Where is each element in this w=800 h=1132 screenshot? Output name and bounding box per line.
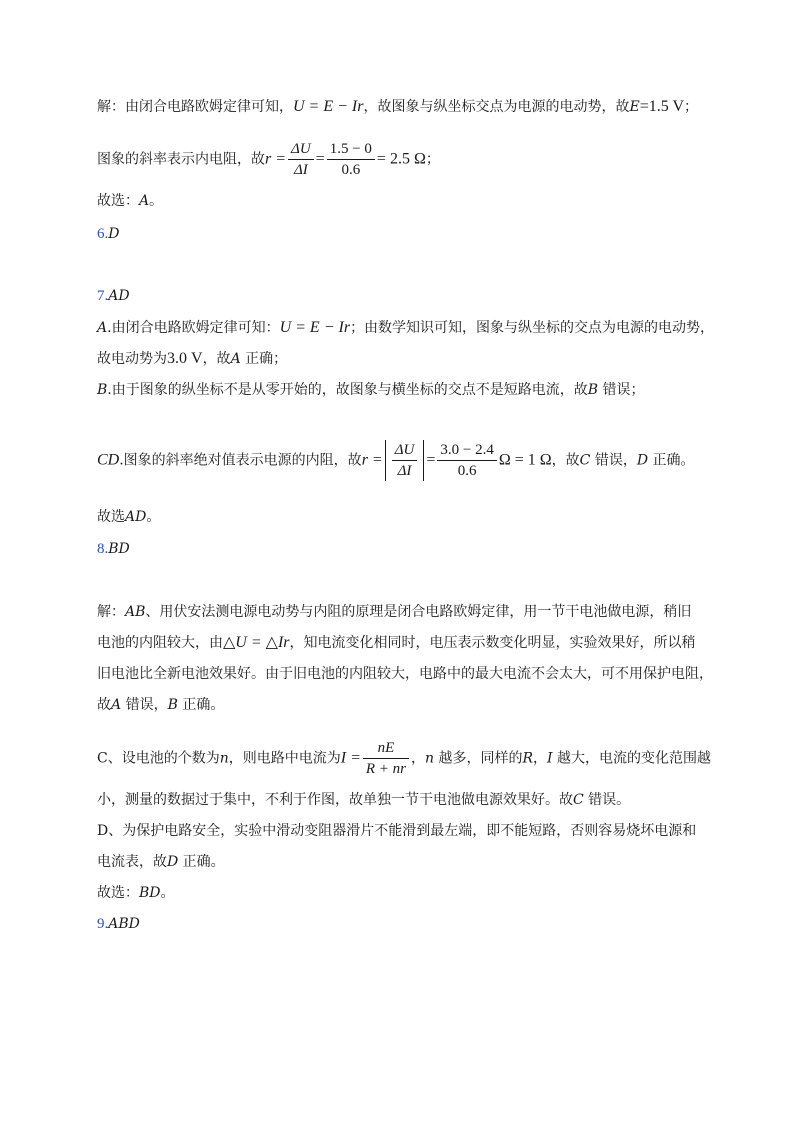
text: .由闭合电路欧姆定律可知： xyxy=(107,320,280,336)
question-number: 9. xyxy=(97,916,109,932)
text: 正确； xyxy=(240,351,288,367)
text: 越大，电流的变化范围越 xyxy=(552,750,712,767)
text: 故 xyxy=(97,697,111,713)
q8-c-line-2 xyxy=(97,791,630,809)
text: ，知电流变化相同时，电压表示数变化明显，实验效果好，所以稍 xyxy=(289,635,696,651)
text: 图象的斜率表示内电阻，故 xyxy=(97,151,265,168)
option-label: B xyxy=(167,697,178,713)
value: = 2.5 Ω xyxy=(376,150,426,168)
text: ； xyxy=(684,99,699,115)
value: =1.5 V xyxy=(639,98,685,115)
variable: E xyxy=(629,99,640,115)
variable: n xyxy=(219,750,229,767)
answer: BD xyxy=(108,541,130,557)
q9-heading xyxy=(97,915,140,933)
q8-para-1 xyxy=(97,603,691,621)
text: 电池的内阻较大，由 xyxy=(97,635,223,651)
q6-heading xyxy=(97,225,119,243)
text: 错误， xyxy=(590,452,637,469)
text: 正确。 xyxy=(177,697,225,713)
option-label: D xyxy=(636,452,649,469)
q8-para-2 xyxy=(97,634,696,652)
q8-para-3 xyxy=(97,665,713,683)
q5-line-2: 图象的斜率表示内电阻，故r = $\frac{\Delta U}{\Delta I}$ = $\frac{1.5 - 0}{0.6}$ = 2.5 Ω； xyxy=(97,141,440,178)
option-label: A xyxy=(111,697,122,713)
question-number: 8. xyxy=(97,541,109,557)
option-label: C xyxy=(573,792,584,808)
q8-para-4 xyxy=(97,696,224,714)
q8-heading xyxy=(97,540,130,558)
fraction: $\frac{\Delta U}{\Delta I}$ xyxy=(392,440,418,481)
answer: BD xyxy=(139,885,161,901)
text: 错误。 xyxy=(583,792,631,808)
text: 越多，同样的 xyxy=(434,750,523,767)
text: 。 xyxy=(149,193,164,209)
q7-cd-line: CD.图象的斜率绝对值表示电源的内阻，故r = $\frac{\Delta U}{\Delta I}$ = $\frac{3.0 - 2.4}{0.6}$ Ω = 1 Ω，故C 错误，D 正确。 xyxy=(97,442,695,479)
answer: AD xyxy=(108,288,130,304)
fraction: $\frac{1.5 - 0}{0.6}$ xyxy=(327,139,375,180)
text: 、为保护电路安全，实验中滑动变阻器滑片不能滑到最左端，即不能短路，否则容易烧坏电源和 xyxy=(108,823,697,839)
text: 小，测量的数据过于集中，不利于作图，故单独一节干电池做电源效果好。故 xyxy=(97,792,573,808)
text: 解： xyxy=(97,604,125,620)
option-label: D xyxy=(97,823,109,839)
variable: r = xyxy=(361,451,383,469)
text: 故选： xyxy=(97,885,139,901)
text: 、设电池的个数为 xyxy=(107,750,220,767)
answer: AD xyxy=(125,509,147,525)
option-label: D xyxy=(167,854,179,870)
text: 故选： xyxy=(97,193,139,209)
option-label: CD xyxy=(97,451,120,469)
answer: ABD xyxy=(108,916,140,932)
text: 错误； xyxy=(598,382,645,398)
text: 旧电池比全新电池效果好。由于旧电池的内阻较大，电路中的最大电流不会太大，可不用保护电阻， xyxy=(97,666,713,682)
fraction: $\frac{nE}{R + nr}$ xyxy=(363,738,409,779)
text: ， xyxy=(411,750,425,767)
text: ，故 xyxy=(202,351,231,367)
text: 。 xyxy=(160,885,175,901)
fraction: $\frac{3.0 - 2.4}{0.6}$ xyxy=(437,440,496,481)
text: 故选 xyxy=(97,509,125,525)
text: ， xyxy=(533,750,548,767)
variable: r = xyxy=(265,150,287,168)
option-label: C xyxy=(97,750,108,767)
option-label: C xyxy=(579,452,591,469)
text: 正确。 xyxy=(648,452,695,469)
text: 、用伏安法测电源电动势与内阻的原理是闭合电路欧姆定律，用一节干电池做电源，稍旧 xyxy=(145,604,692,620)
formula: △U = △Ir xyxy=(223,634,290,651)
fraction: $\frac{\Delta U}{\Delta I}$ xyxy=(288,139,314,180)
q5-line-3 xyxy=(97,192,163,210)
text: ； xyxy=(425,151,440,168)
variable: I xyxy=(547,750,553,767)
text: ，故 xyxy=(551,452,580,469)
text: .由于图象的纵坐标不是从零开始的，故图象与横坐标的交点不是短路电流，故 xyxy=(107,382,588,398)
q7-b-line xyxy=(97,381,645,399)
option-label: B xyxy=(587,382,599,398)
option-label: AB xyxy=(125,604,146,620)
q5-line-1 xyxy=(97,98,698,116)
q8-c-line xyxy=(97,738,711,779)
question-number: 6. xyxy=(97,226,109,242)
option-label: B xyxy=(97,382,108,398)
question-number: 7. xyxy=(97,288,109,304)
text: 电流表，故 xyxy=(97,854,167,870)
value: 3.0 V xyxy=(167,350,203,367)
answer: D xyxy=(108,226,120,242)
formula: U = E − Ir xyxy=(293,98,364,115)
text: ，故图象与纵坐标交点为电源的电动势，故 xyxy=(363,99,630,115)
text: .图象的斜率绝对值表示电源的内阻，故 xyxy=(119,452,362,469)
q7-a-line-2 xyxy=(97,350,287,368)
q7-a-line-1 xyxy=(97,319,714,337)
option-label: A xyxy=(230,351,241,367)
text: ；由数学知识可知，图象与纵坐标的交点为电源的电动势， xyxy=(350,320,715,336)
text: 正确。 xyxy=(178,854,225,870)
value: Ω = 1 Ω xyxy=(498,451,552,469)
absolute-value xyxy=(385,440,425,481)
option-label: A xyxy=(97,320,108,336)
q8-d-line-2 xyxy=(97,853,225,871)
text: 错误， xyxy=(121,697,168,713)
text: ，则电路中电流为 xyxy=(228,750,341,767)
variable: R xyxy=(522,750,534,767)
variable: n xyxy=(425,750,435,767)
text: 故电动势为 xyxy=(97,351,167,367)
q8-selection xyxy=(97,884,175,902)
q7-selection xyxy=(97,508,160,526)
text: 解：由闭合电路欧姆定律可知， xyxy=(97,99,293,115)
text: 。 xyxy=(146,509,161,525)
answer: A xyxy=(139,193,150,209)
q8-d-line xyxy=(97,822,696,840)
q7-heading xyxy=(97,287,130,305)
formula: U = E − Ir xyxy=(279,319,351,336)
variable: I = xyxy=(340,749,361,767)
